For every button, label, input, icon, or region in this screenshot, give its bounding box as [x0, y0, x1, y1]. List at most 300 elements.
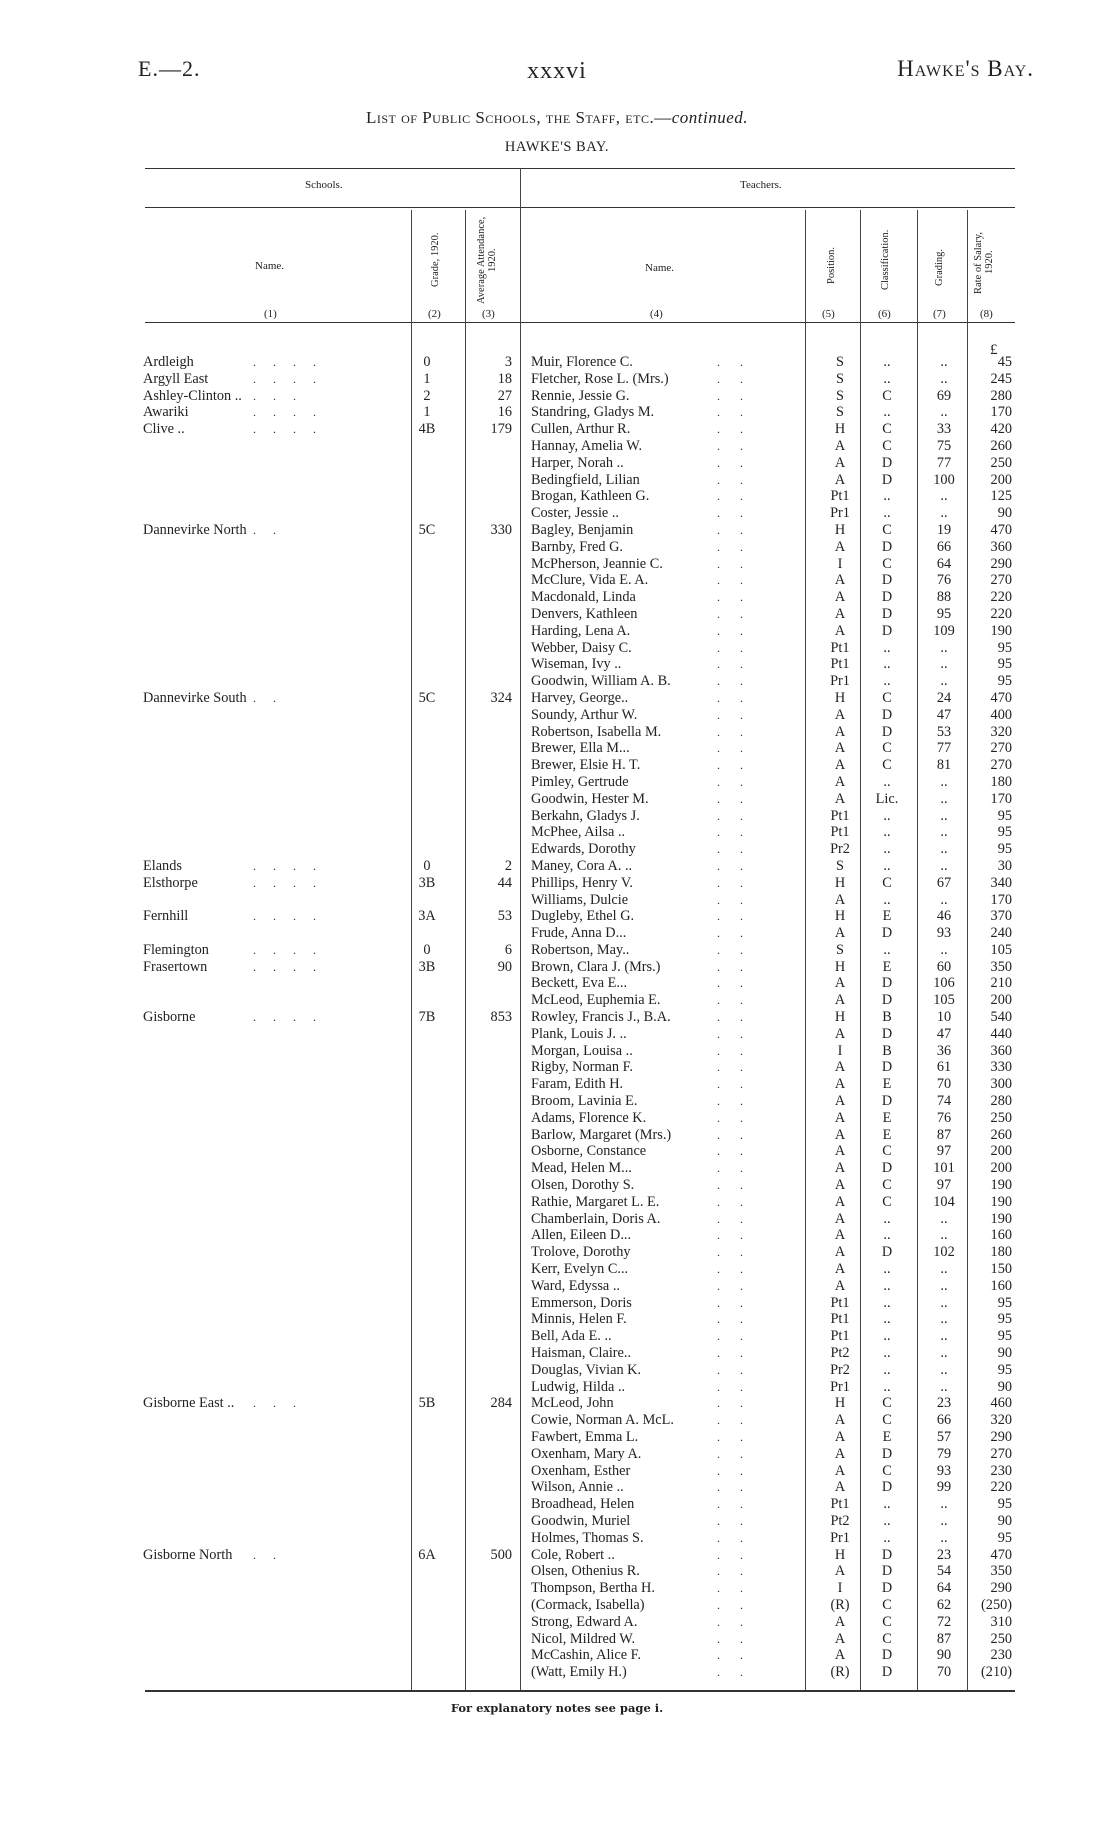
cell-td: .. — [717, 438, 763, 453]
table-row — [0, 472, 1114, 489]
cell-grd: .. — [940, 790, 948, 807]
cell-sal: 250 — [990, 454, 1012, 471]
cell-pos: A — [834, 757, 846, 774]
cell-td: .. — [717, 1547, 763, 1562]
col-salary: Rate of Salary, 1920. — [973, 231, 995, 294]
cell-cls: D — [881, 471, 893, 488]
cell-sd: .... — [253, 1010, 333, 1025]
cell-sal: 200 — [990, 992, 1012, 1009]
cell-att: 3 — [504, 354, 512, 370]
cell-grd: 93 — [936, 1462, 952, 1479]
cell-teacher: Ward, Edyssa .. — [531, 1277, 620, 1294]
cell-grd: 104 — [933, 1193, 955, 1210]
cell-pos: Pt1 — [830, 807, 850, 824]
cell-grd: 60 — [936, 958, 952, 975]
cell-sal: 330 — [990, 1059, 1012, 1076]
cell-sd: ... — [253, 1396, 313, 1411]
cell-sal: 180 — [990, 773, 1012, 790]
table-row — [0, 656, 1114, 673]
cell-sd: .. — [253, 522, 293, 537]
cell-sal: 125 — [990, 488, 1012, 505]
cell-pos: A — [834, 1647, 846, 1664]
table-row — [0, 841, 1114, 858]
table-bottom-rule — [145, 1690, 1015, 1692]
cell-pos: H — [834, 521, 846, 538]
cell-pos: A — [834, 1429, 846, 1445]
cell-sal: 290 — [990, 1580, 1012, 1597]
cell-cls: C — [882, 1462, 892, 1479]
cell-grd: 101 — [933, 1160, 955, 1177]
cell-teacher: Rennie, Jessie G. — [531, 387, 630, 404]
page-title: List of Public Schools, the Staff, etc.—continued. — [365, 108, 748, 127]
cell-school: Awariki — [143, 404, 189, 421]
table-row — [0, 1463, 1114, 1480]
cell-att: 179 — [490, 421, 512, 438]
cell-grd: .. — [940, 1529, 948, 1546]
cell-sal: 230 — [990, 1462, 1012, 1479]
table-row — [0, 1009, 1114, 1026]
cell-td: .. — [717, 590, 763, 605]
cell-grade: 5C — [418, 689, 436, 706]
cell-att: 53 — [497, 908, 512, 925]
cell-cls: E — [882, 1126, 892, 1143]
col-grading: Grading. — [934, 248, 945, 287]
cell-pos: A — [834, 1109, 846, 1126]
cell-td: .. — [717, 741, 763, 756]
cell-grd: .. — [940, 941, 948, 958]
cell-sal: 220 — [990, 1479, 1012, 1496]
cell-teacher: Brewer, Elsie H. T. — [531, 757, 641, 774]
cell-cls: D — [881, 975, 893, 992]
cell-teacher: Olsen, Dorothy S. — [531, 1177, 635, 1194]
cell-td: .. — [717, 1245, 763, 1260]
cell-teacher: McLeod, Euphemia E. — [531, 992, 661, 1009]
cell-td: .. — [717, 539, 763, 554]
cell-td: .. — [717, 1262, 763, 1277]
cell-sal: 95 — [997, 841, 1012, 858]
cell-grd: 88 — [936, 589, 952, 606]
cell-cls: D — [881, 723, 893, 740]
cell-td: .. — [717, 791, 763, 806]
cell-pos: Pr2 — [830, 1361, 850, 1378]
cell-sd: .... — [253, 422, 333, 437]
table-row — [0, 1076, 1114, 1093]
cell-cls: .. — [883, 1345, 891, 1362]
cell-sal: 95 — [997, 1311, 1012, 1328]
table-row — [0, 740, 1114, 757]
cell-pos: S — [836, 354, 844, 370]
cell-pos: (R) — [830, 1596, 850, 1613]
cell-teacher: Harding, Lena A. — [531, 622, 631, 639]
cell-grd: 33 — [936, 421, 952, 438]
cell-td: .. — [717, 1396, 763, 1411]
table-row — [0, 606, 1114, 623]
cell-pos: Pt1 — [830, 639, 850, 656]
cell-td: .. — [717, 825, 763, 840]
cell-teacher: Fletcher, Rose L. (Mrs.) — [531, 370, 669, 387]
cell-pos: H — [834, 874, 846, 891]
table-row — [0, 1647, 1114, 1664]
cell-grd: 87 — [936, 1630, 952, 1647]
cell-td: .. — [717, 959, 763, 974]
cell-cls: .. — [883, 1529, 891, 1546]
cell-td: .. — [717, 1597, 763, 1612]
cell-cls: D — [881, 1563, 893, 1580]
cell-school: Gisborne East .. — [143, 1395, 235, 1412]
cell-td: .. — [717, 1564, 763, 1579]
cell-cls: .. — [883, 488, 891, 505]
cell-td: .. — [717, 388, 763, 403]
table-row — [0, 908, 1114, 925]
cell-pos: S — [836, 404, 844, 421]
page-number: xxxvi — [527, 58, 587, 84]
cell-pos: Pt1 — [830, 1328, 850, 1345]
cell-pos: A — [834, 1076, 846, 1093]
cell-sd: .... — [253, 959, 333, 974]
cell-teacher: Douglas, Vivian K. — [531, 1361, 642, 1378]
cell-school: Clive .. — [143, 421, 185, 438]
col-num-2: (2) — [428, 308, 441, 320]
cell-sal: 290 — [990, 555, 1012, 572]
cell-pos: A — [834, 1227, 846, 1244]
cell-teacher: Broadhead, Helen — [531, 1496, 635, 1513]
table-row — [0, 858, 1114, 875]
cell-td: .. — [717, 422, 763, 437]
cell-grd: .. — [940, 891, 948, 908]
cell-teacher: Kerr, Evelyn C... — [531, 1261, 629, 1278]
cell-sal: 95 — [997, 807, 1012, 824]
cell-sal: 260 — [990, 1126, 1012, 1143]
cell-grd: 23 — [936, 1395, 952, 1412]
cell-grd: .. — [940, 841, 948, 858]
cell-sal: 105 — [990, 941, 1012, 958]
cell-teacher: Robertson, Isabella M. — [531, 723, 662, 740]
table-row — [0, 1227, 1114, 1244]
cell-pos: Pt1 — [830, 1311, 850, 1328]
cell-pos: A — [834, 1412, 846, 1429]
cell-grd: .. — [940, 1294, 948, 1311]
cell-grd: 47 — [936, 706, 952, 723]
cell-cls: C — [882, 1613, 892, 1630]
cell-pos: A — [834, 589, 846, 606]
cell-td: .. — [717, 1362, 763, 1377]
cell-teacher: Pimley, Gertrude — [531, 773, 629, 790]
table-row — [0, 438, 1114, 455]
cell-grade: 1 — [423, 404, 431, 421]
cell-grd: 75 — [936, 437, 952, 454]
cell-cls: .. — [883, 1361, 891, 1378]
cell-cls: .. — [883, 1496, 891, 1513]
cell-sal: 170 — [990, 891, 1012, 908]
col-teacher-name: Name. — [645, 262, 675, 274]
group-teachers-label: Teachers. — [740, 179, 782, 191]
cell-pos: A — [834, 1126, 846, 1143]
cell-teacher: Goodwin, Hester M. — [531, 790, 649, 807]
cell-cls: .. — [883, 1261, 891, 1278]
cell-sal: 360 — [990, 1042, 1012, 1059]
cell-pos: S — [836, 370, 844, 387]
cell-sal: 90 — [997, 1512, 1012, 1529]
table-row — [0, 421, 1114, 438]
cell-teacher: Rathie, Margaret L. E. — [531, 1193, 660, 1210]
cell-pos: A — [834, 538, 846, 555]
cell-td: .. — [717, 774, 763, 789]
cell-td: .. — [717, 1194, 763, 1209]
cell-td: .. — [717, 875, 763, 890]
cell-td: .. — [717, 1665, 763, 1680]
cell-school: Argyll East — [143, 370, 209, 387]
cell-grd: .. — [940, 773, 948, 790]
cell-cls: .. — [883, 1210, 891, 1227]
cell-cls: .. — [883, 639, 891, 656]
cell-grd: 24 — [936, 689, 952, 706]
cell-grd: .. — [940, 404, 948, 421]
cell-sal: 360 — [990, 538, 1012, 555]
cell-sal: 260 — [990, 437, 1012, 454]
cell-grd: 105 — [933, 992, 955, 1009]
cell-teacher: Faram, Edith H. — [531, 1076, 624, 1093]
table-row — [0, 1093, 1114, 1110]
table-row — [0, 1580, 1114, 1597]
cell-grd: 67 — [936, 874, 952, 891]
cell-grd: .. — [940, 656, 948, 673]
cell-teacher: Hannay, Amelia W. — [531, 437, 643, 454]
table-row — [0, 690, 1114, 707]
cell-grd: 77 — [936, 740, 952, 757]
cell-grade: 3B — [418, 874, 436, 891]
cell-grd: 102 — [933, 1244, 955, 1261]
cell-grd: .. — [940, 807, 948, 824]
table-row — [0, 1496, 1114, 1513]
cell-att: 6 — [504, 941, 512, 958]
table-row — [0, 404, 1114, 421]
cell-pos: H — [834, 689, 846, 706]
cell-teacher: (Watt, Emily H.) — [531, 1664, 627, 1681]
cell-teacher: Barlow, Margaret (Mrs.) — [531, 1126, 672, 1143]
cell-pos: Pr2 — [830, 841, 850, 858]
cell-grd: .. — [940, 1311, 948, 1328]
cell-td: .. — [717, 926, 763, 941]
cell-pos: A — [834, 723, 846, 740]
table-row — [0, 1194, 1114, 1211]
cell-sal: 310 — [990, 1613, 1012, 1630]
col-position: Position. — [826, 246, 837, 284]
cell-cls: C — [882, 1193, 892, 1210]
cell-cls: C — [882, 521, 892, 538]
cell-sal: 95 — [997, 1496, 1012, 1513]
cell-cls: D — [881, 538, 893, 555]
cell-sal: 220 — [990, 589, 1012, 606]
region-title: HAWKE'S BAY. — [504, 139, 610, 155]
cell-pos: Pt2 — [830, 1512, 850, 1529]
cell-sal: 90 — [997, 1378, 1012, 1395]
cell-cls: D — [881, 992, 893, 1009]
col-num-8: (8) — [980, 308, 993, 320]
cell-grd: 81 — [936, 757, 952, 774]
cell-grd: 66 — [936, 1412, 952, 1429]
cell-sd: .... — [253, 942, 333, 957]
cell-td: .. — [717, 1043, 763, 1058]
cell-sal: 180 — [990, 1244, 1012, 1261]
cell-teacher: Cowie, Norman A. McL. — [531, 1412, 674, 1429]
col-num-7: (7) — [933, 308, 946, 320]
cell-pos: A — [834, 454, 846, 471]
cell-grd: 72 — [936, 1613, 952, 1630]
cell-sal: 270 — [990, 757, 1012, 774]
cell-cls: C — [882, 1630, 892, 1647]
cell-td: .. — [717, 1060, 763, 1075]
cell-sal: 95 — [997, 673, 1012, 690]
cell-grd: 100 — [933, 471, 955, 488]
cell-cls: D — [881, 1025, 893, 1042]
cell-grd: .. — [940, 370, 948, 387]
cell-cls: C — [882, 874, 892, 891]
cell-pos: Pt1 — [830, 1496, 850, 1513]
cell-td: .. — [717, 1631, 763, 1646]
table-top-rule — [145, 168, 1015, 169]
cell-pos: A — [834, 1025, 846, 1042]
cell-sal: 190 — [990, 1210, 1012, 1227]
table-row — [0, 1395, 1114, 1412]
cell-cls: .. — [883, 807, 891, 824]
header-bottom-rule — [145, 322, 1015, 323]
cell-pos: Pt2 — [830, 1345, 850, 1362]
cell-grd: .. — [940, 1227, 948, 1244]
cell-pos: A — [834, 1462, 846, 1479]
table-row — [0, 925, 1114, 942]
table-row — [0, 1244, 1114, 1261]
cell-pos: A — [834, 1479, 846, 1496]
table-row — [0, 1295, 1114, 1312]
cell-grade: 7B — [418, 1009, 436, 1026]
cell-cls: .. — [883, 824, 891, 841]
cell-td: .. — [717, 556, 763, 571]
cell-pos: Pt1 — [830, 1294, 850, 1311]
cell-sal: 240 — [990, 925, 1012, 942]
cell-sal: 150 — [990, 1261, 1012, 1278]
cell-teacher: Trolove, Dorothy — [531, 1244, 631, 1261]
cell-td: .. — [717, 1228, 763, 1243]
cell-teacher: Soundy, Arthur W. — [531, 706, 638, 723]
cell-sal: 95 — [997, 824, 1012, 841]
cell-td: .. — [717, 993, 763, 1008]
cell-td: .. — [717, 690, 763, 705]
table-row — [0, 388, 1114, 405]
cell-teacher: Cullen, Arthur R. — [531, 421, 631, 438]
table-row — [0, 707, 1114, 724]
cell-teacher: Wiseman, Ivy .. — [531, 656, 622, 673]
page-region-right: Hawke's Bay. — [897, 56, 1034, 81]
cell-sd: .... — [253, 355, 333, 369]
cell-cls: .. — [883, 673, 891, 690]
table-row — [0, 1311, 1114, 1328]
cell-cls: E — [882, 1109, 892, 1126]
cell-teacher: Beckett, Eva E... — [531, 975, 628, 992]
table-row — [0, 640, 1114, 657]
cell-pos: A — [834, 740, 846, 757]
cell-sal: 200 — [990, 1160, 1012, 1177]
cell-grd: 47 — [936, 1025, 952, 1042]
cell-pos: A — [834, 605, 846, 622]
cell-pos: I — [837, 555, 843, 572]
cell-grade: 0 — [423, 941, 431, 958]
cell-teacher: Williams, Dulcie — [531, 891, 629, 908]
cell-school: Ashley-Clinton .. — [143, 387, 242, 404]
table-row — [0, 1631, 1114, 1648]
table-row — [0, 757, 1114, 774]
cell-pos: Pt1 — [830, 656, 850, 673]
cell-grade: 0 — [423, 354, 431, 370]
cell-td: .. — [717, 489, 763, 504]
cell-grd: .. — [940, 1512, 948, 1529]
cell-cls: D — [881, 1445, 893, 1462]
table-row — [0, 1345, 1114, 1362]
cell-cls: D — [881, 622, 893, 639]
cell-grade: 3B — [418, 958, 436, 975]
cell-sal: 270 — [990, 740, 1012, 757]
table-row — [0, 1513, 1114, 1530]
cell-teacher: Dugleby, Ethel G. — [531, 908, 635, 925]
cell-sal: 190 — [990, 1177, 1012, 1194]
cell-td: .. — [717, 1026, 763, 1041]
cell-pos: A — [834, 992, 846, 1009]
cell-teacher: Nicol, Mildred W. — [531, 1630, 636, 1647]
cell-cls: C — [882, 387, 892, 404]
cell-cls: .. — [883, 370, 891, 387]
cell-td: .. — [717, 522, 763, 537]
cell-td: .. — [717, 758, 763, 773]
cell-sd: ... — [253, 388, 313, 403]
col-grade: Grade, 1920. — [430, 232, 441, 288]
cell-td: .. — [717, 1144, 763, 1159]
group-schools-label: Schools. — [305, 179, 343, 191]
cell-cls: D — [881, 1664, 893, 1681]
cell-sal: 370 — [990, 908, 1012, 925]
cell-sal: 170 — [990, 790, 1012, 807]
cell-td: .. — [717, 1094, 763, 1109]
cell-td: .. — [717, 858, 763, 873]
table-row — [0, 1177, 1114, 1194]
cell-td: .. — [717, 371, 763, 386]
table-row — [0, 824, 1114, 841]
cell-teacher: Macdonald, Linda — [531, 589, 636, 606]
cell-pos: A — [834, 1277, 846, 1294]
col-num-1: (1) — [264, 308, 277, 320]
cell-teacher: Frude, Anna D... — [531, 925, 627, 942]
cell-grd: 79 — [936, 1445, 952, 1462]
table-row — [0, 556, 1114, 573]
cell-td: .. — [717, 1178, 763, 1193]
cell-sal: 160 — [990, 1227, 1012, 1244]
cell-sal: 460 — [990, 1395, 1012, 1412]
cell-sal: 470 — [990, 521, 1012, 538]
cell-teacher: Strong, Edward A. — [531, 1613, 638, 1630]
cell-pos: A — [834, 891, 846, 908]
cell-teacher: Brewer, Ella M... — [531, 740, 630, 757]
cell-td: .. — [717, 1430, 763, 1444]
cell-td: .. — [717, 1530, 763, 1545]
cell-grd: 19 — [936, 521, 952, 538]
cell-td: .. — [717, 1513, 763, 1528]
table-row — [0, 1261, 1114, 1278]
cell-teacher: Harper, Norah .. — [531, 454, 624, 471]
cell-grd: .. — [940, 1361, 948, 1378]
cell-grd: 61 — [936, 1059, 952, 1076]
cell-grd: .. — [940, 1345, 948, 1362]
cell-teacher: Rigby, Norman F. — [531, 1059, 633, 1076]
cell-cls: Lic. — [875, 790, 899, 807]
cell-grade: 1 — [423, 370, 431, 387]
